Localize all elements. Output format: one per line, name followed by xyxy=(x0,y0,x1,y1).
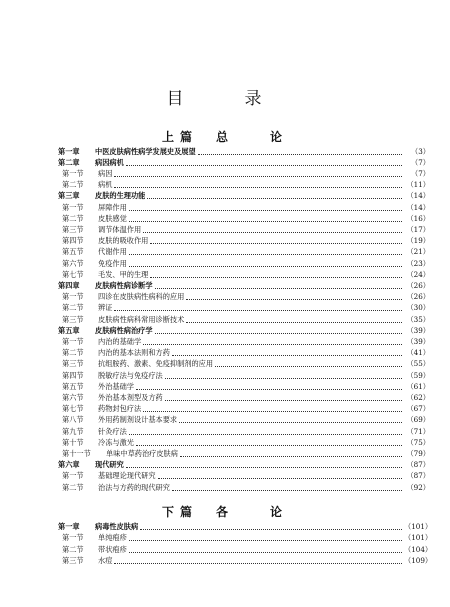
dot-leader xyxy=(126,462,402,468)
toc-entry-title: 内治的基本法则和方药 xyxy=(98,348,170,358)
dot-leader xyxy=(158,473,402,479)
toc-entry-number: 第四节 xyxy=(62,236,84,246)
toc-section-row[interactable] xyxy=(58,381,430,392)
toc-entry-title: 代谢作用 xyxy=(98,247,127,257)
toc-page-number: （59） xyxy=(406,370,430,380)
toc-entry-title: 治法与方药的现代研究 xyxy=(98,482,170,492)
part-heading-upper: 上篇 总 论 xyxy=(161,130,288,144)
toc-chapter-row[interactable] xyxy=(58,191,430,202)
toc-page-number: （11） xyxy=(406,180,430,190)
dot-leader xyxy=(114,305,402,311)
toc-entry-number: 第一章 xyxy=(58,521,80,531)
dot-leader xyxy=(179,417,402,423)
toc-entry-title: 脱敏疗法与免疫疗法 xyxy=(98,370,163,380)
toc-section-row[interactable] xyxy=(58,415,430,426)
toc-entry-number: 第一章 xyxy=(58,146,80,156)
toc-section-row[interactable] xyxy=(58,448,430,459)
toc-page-number: （3） xyxy=(411,146,430,156)
toc-entry-number: 第六章 xyxy=(58,460,80,470)
toc-section-row[interactable] xyxy=(58,392,430,403)
toc-chapter-row[interactable] xyxy=(58,521,433,532)
toc-entry-number: 第十节 xyxy=(62,437,84,447)
toc-entry-number: 第三节 xyxy=(62,556,84,566)
toc-entry-title: 免疫作用 xyxy=(98,258,127,268)
toc-entry-title: 外治基础学 xyxy=(98,381,134,391)
toc-page-number: （69） xyxy=(406,415,430,425)
dot-leader xyxy=(186,317,402,323)
toc-entry-title: 单纯疱疹 xyxy=(98,533,127,543)
toc-entry-number: 第九节 xyxy=(62,426,84,436)
toc-page-number: （7） xyxy=(411,168,430,178)
toc-section-row[interactable] xyxy=(58,258,430,269)
dot-leader xyxy=(143,339,402,345)
toc-entry-number: 第一节 xyxy=(62,168,84,178)
dot-leader xyxy=(143,406,402,412)
toc-chapter-row[interactable] xyxy=(58,325,430,336)
toc-page-number: （62） xyxy=(406,392,430,402)
toc-section-row[interactable] xyxy=(58,556,433,567)
toc-page-number: （39） xyxy=(406,325,430,335)
toc-entry-title: 外用药制剂设计基本要求 xyxy=(98,415,178,425)
page-title: 目 录 xyxy=(166,89,284,109)
toc-entry-title: 内治的基础学 xyxy=(98,336,142,346)
toc-entry-number: 第二节 xyxy=(62,180,84,190)
toc-section-row[interactable] xyxy=(58,471,430,482)
toc-entry-title: 调节体温作用 xyxy=(98,224,142,234)
toc-entry-title: 药物封包疗法 xyxy=(98,404,142,414)
toc-entry-number: 第二节 xyxy=(62,348,84,358)
dot-leader xyxy=(147,193,402,199)
toc-section-row[interactable] xyxy=(58,348,430,359)
toc-page-number: （14） xyxy=(406,191,430,201)
toc-entry-title: 病机 xyxy=(98,180,113,190)
toc-entry-number: 第七节 xyxy=(62,269,84,279)
toc-section-row[interactable] xyxy=(58,236,430,247)
toc-entry-number: 第一节 xyxy=(62,202,84,212)
toc-page-number: （101） xyxy=(404,521,433,531)
dot-leader xyxy=(198,149,402,155)
toc-page-number: （67） xyxy=(406,404,430,414)
toc-entry-title: 屏障作用 xyxy=(98,202,127,212)
toc-entry-title: 病因 xyxy=(98,168,113,178)
toc-page-number: （41） xyxy=(406,348,430,358)
toc-page-number: （21） xyxy=(406,247,430,257)
toc-entry-number: 第五节 xyxy=(62,247,84,257)
toc-section-row[interactable] xyxy=(58,426,430,437)
dot-leader xyxy=(140,524,402,530)
toc-section-row[interactable] xyxy=(58,269,430,280)
toc-entry-title: 皮肤的生理功能 xyxy=(95,191,146,201)
toc-entry-number: 第五节 xyxy=(62,381,84,391)
toc-chapter-row[interactable] xyxy=(58,280,430,291)
toc-chapter-row[interactable] xyxy=(58,157,430,168)
toc-entry-title: 皮肤病性病治疗学 xyxy=(95,325,153,335)
toc-section-row[interactable] xyxy=(58,314,430,325)
dot-leader xyxy=(155,283,402,289)
toc-section-row[interactable] xyxy=(58,370,430,381)
dot-leader xyxy=(129,429,402,435)
toc-page-number: （87） xyxy=(406,471,430,481)
toc-entry-number: 第十一节 xyxy=(62,448,91,458)
toc-section-row[interactable] xyxy=(58,303,430,314)
dot-leader xyxy=(136,384,402,390)
dot-leader xyxy=(155,328,402,334)
dot-leader xyxy=(126,160,402,166)
dot-leader xyxy=(150,272,402,278)
toc-page-number: （39） xyxy=(406,336,430,346)
toc-section-row[interactable] xyxy=(58,213,430,224)
dot-leader xyxy=(165,395,402,401)
toc-page-number: （104） xyxy=(404,544,433,554)
toc-entry-number: 第六节 xyxy=(62,258,84,268)
toc-page-number: （92） xyxy=(406,482,430,492)
toc-entry-title: 水痘 xyxy=(98,556,113,566)
toc-entry-title: 病毒性皮肤病 xyxy=(95,521,139,531)
toc-section-row[interactable] xyxy=(58,224,430,235)
toc-entry-number: 第一节 xyxy=(62,292,84,302)
toc-page-number: （17） xyxy=(406,224,430,234)
dot-leader xyxy=(129,535,402,541)
toc-entry-number: 第四章 xyxy=(58,280,80,290)
toc-entry-title: 皮肤病性病科常用诊断技术 xyxy=(98,314,185,324)
toc-entry-number: 第二节 xyxy=(62,544,84,554)
toc-page-number: （7） xyxy=(411,157,430,167)
toc-page-number: （101） xyxy=(404,533,433,543)
toc-page-number: （26） xyxy=(406,280,430,290)
toc-entry-number: 第三节 xyxy=(62,314,84,324)
toc-entry-title: 四诊在皮肤病性病科的应用 xyxy=(98,292,185,302)
toc-section-row[interactable] xyxy=(58,336,430,347)
toc-page-number: （19） xyxy=(406,236,430,246)
toc-entry-number: 第三节 xyxy=(62,359,84,369)
toc-page-number: （55） xyxy=(406,359,430,369)
dot-leader xyxy=(114,182,402,188)
toc-entry-number: 第四节 xyxy=(62,370,84,380)
toc-entry-title: 毛发、甲的生理 xyxy=(98,269,149,279)
dot-leader xyxy=(136,440,402,446)
toc-section-row[interactable] xyxy=(58,168,430,179)
toc-entry-title: 单味中草药治疗皮肤病 xyxy=(106,448,178,458)
toc-entry-title: 皮肤病性病诊断学 xyxy=(95,280,153,290)
dot-leader xyxy=(150,238,402,244)
dot-leader xyxy=(215,361,402,367)
toc-entry-title: 针灸疗法 xyxy=(98,426,127,436)
toc-chapter-row[interactable] xyxy=(58,146,430,157)
dot-leader xyxy=(129,249,402,255)
dot-leader xyxy=(180,451,402,457)
toc-entry-title: 辨证 xyxy=(98,303,113,313)
toc-chapter-row[interactable] xyxy=(58,460,430,471)
toc-page-number: （30） xyxy=(406,303,430,313)
toc-entry-title: 抗组胺药、激素、免疫抑制剂的应用 xyxy=(98,359,214,369)
dot-leader xyxy=(186,294,402,300)
toc-entry-title: 皮肤的吸收作用 xyxy=(98,236,149,246)
dot-leader xyxy=(129,205,402,211)
toc-entry-title: 皮肤感觉 xyxy=(98,213,127,223)
toc-page-number: （14） xyxy=(406,202,430,212)
toc-entry-title: 现代研究 xyxy=(95,460,124,470)
toc-entry-title: 中医皮肤病性病学发展史及展望 xyxy=(95,146,196,156)
toc-section-row[interactable] xyxy=(58,180,430,191)
toc-entry-title: 基础理论现代研究 xyxy=(98,471,156,481)
toc-section-row[interactable] xyxy=(58,482,430,493)
toc-entry-number: 第六节 xyxy=(62,392,84,402)
toc-entry-title: 外治基本剂型及方药 xyxy=(98,392,163,402)
toc-entry-number: 第一节 xyxy=(62,533,84,543)
dot-leader xyxy=(129,547,402,553)
toc-page-number: （16） xyxy=(406,213,430,223)
toc-page-number: （87） xyxy=(406,460,430,470)
dot-leader xyxy=(143,227,402,233)
dot-leader xyxy=(172,485,402,491)
dot-leader xyxy=(114,558,402,564)
toc-entry-number: 第一节 xyxy=(62,336,84,346)
toc-page-number: （75） xyxy=(406,437,430,447)
toc-page-number: （71） xyxy=(406,426,430,436)
toc-entry-number: 第三章 xyxy=(58,191,80,201)
toc-page-number: （79） xyxy=(406,448,430,458)
toc-page-number: （35） xyxy=(406,314,430,324)
toc-section-row[interactable] xyxy=(58,292,430,303)
toc-entry-title: 带状疱疹 xyxy=(98,544,127,554)
toc-section-row[interactable] xyxy=(58,404,430,415)
toc-page-number: （24） xyxy=(406,269,430,279)
toc-entry-number: 第二节 xyxy=(62,482,84,492)
toc-section-row[interactable] xyxy=(58,247,430,258)
toc-entry-number: 第七节 xyxy=(62,404,84,414)
toc-page-number: （61） xyxy=(406,381,430,391)
toc-entry-number: 第二节 xyxy=(62,213,84,223)
dot-leader xyxy=(172,350,402,356)
toc-entry-number: 第五章 xyxy=(58,325,80,335)
toc-entry-title: 病因病机 xyxy=(95,157,124,167)
dot-leader xyxy=(165,373,402,379)
toc-page-number: （23） xyxy=(406,258,430,268)
dot-leader xyxy=(129,261,402,267)
toc-page-number: （26） xyxy=(406,292,430,302)
toc-page-number: （109） xyxy=(404,556,433,566)
toc-section-row[interactable] xyxy=(58,202,430,213)
toc-section-row[interactable] xyxy=(58,437,430,448)
dot-leader xyxy=(129,216,402,222)
toc-section-row[interactable] xyxy=(58,359,430,370)
toc-entry-number: 第二章 xyxy=(58,157,80,167)
toc-section-row[interactable] xyxy=(58,533,433,544)
toc-entry-number: 第一节 xyxy=(62,471,84,481)
toc-entry-number: 第三节 xyxy=(62,224,84,234)
part-heading-lower: 下篇 各 论 xyxy=(161,505,288,519)
toc-entry-number: 第二节 xyxy=(62,303,84,313)
toc-entry-title: 冷冻与激光 xyxy=(98,437,134,447)
toc-entry-number: 第八节 xyxy=(62,415,84,425)
toc-section-row[interactable] xyxy=(58,544,433,555)
dot-leader xyxy=(114,171,402,177)
